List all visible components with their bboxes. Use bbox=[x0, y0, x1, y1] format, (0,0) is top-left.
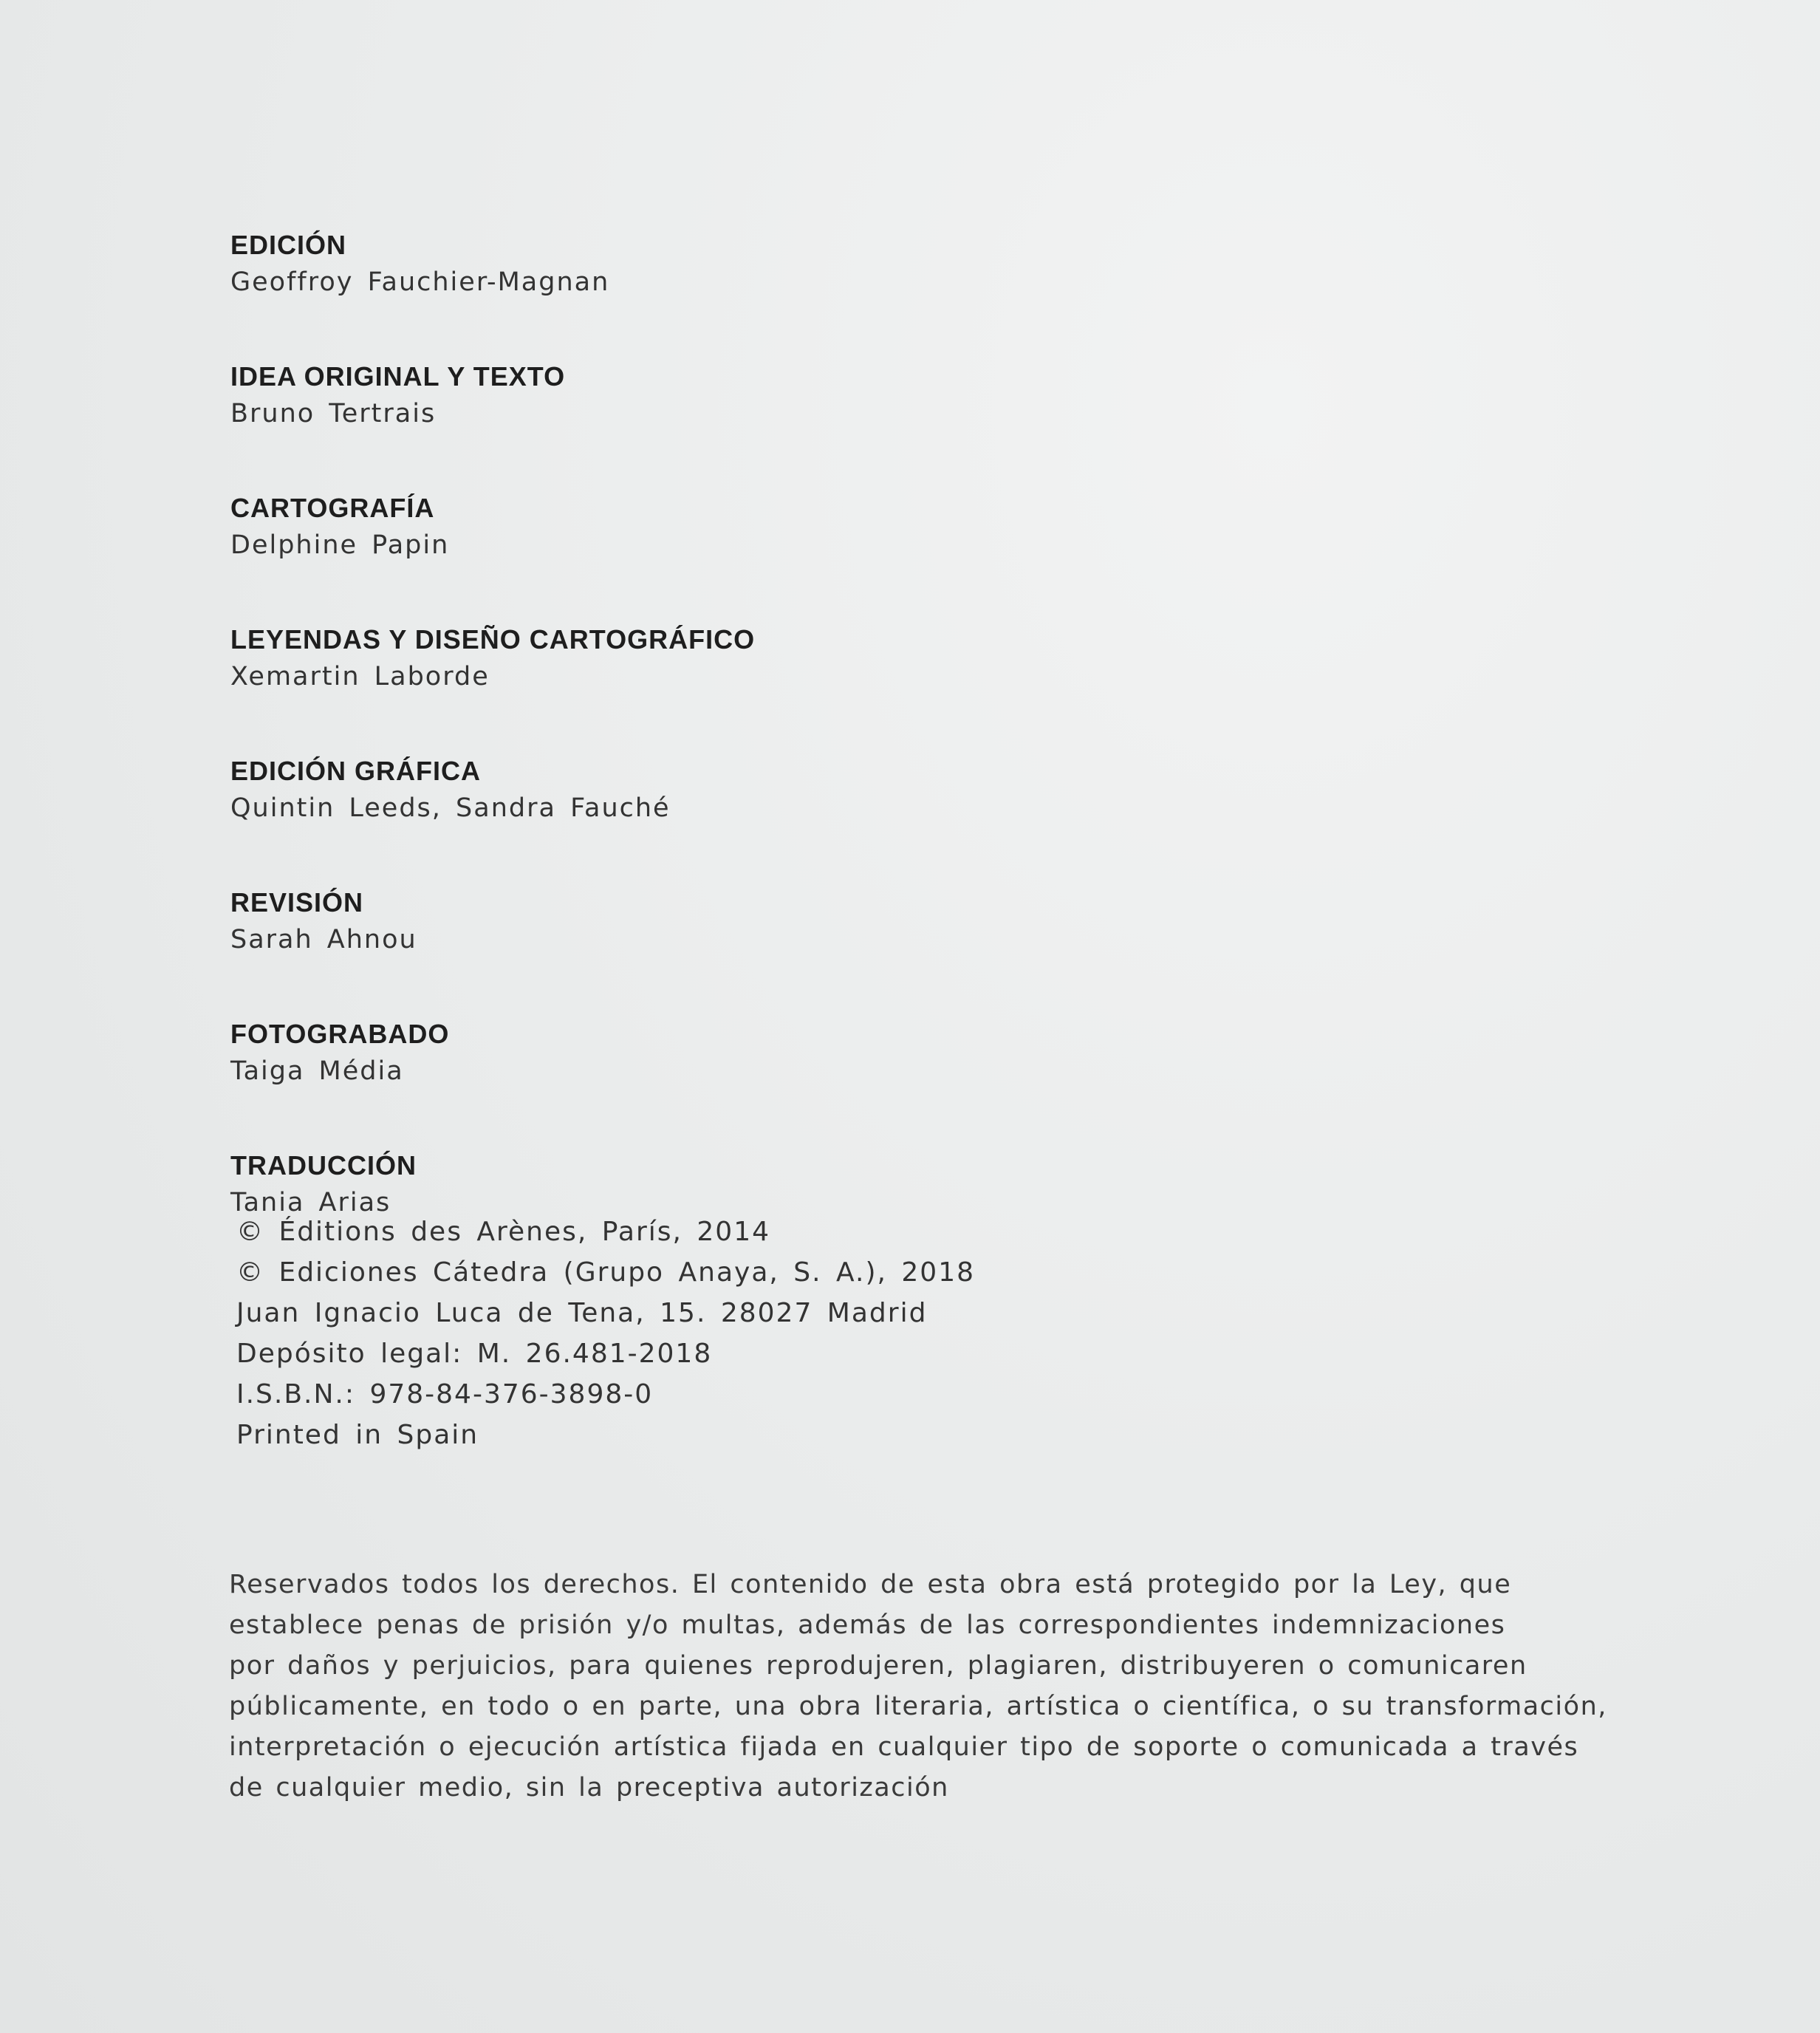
credit-name: Taiga Média bbox=[230, 1056, 404, 1086]
credit-name: Xemartin Laborde bbox=[230, 662, 490, 691]
credit-name: Sarah Ahnou bbox=[230, 925, 417, 954]
credit-role: TRADUCCIÓN bbox=[230, 1150, 417, 1180]
credit-block bbox=[230, 622, 1117, 696]
credit-block bbox=[230, 754, 1117, 827]
credit-block bbox=[230, 1016, 1117, 1090]
credit-role: LEYENDAS Y DISEÑO CARTOGRÁFICO bbox=[230, 624, 756, 655]
credit-name: Quintin Leeds, Sandra Fauché bbox=[230, 793, 671, 823]
credit-block bbox=[230, 228, 1117, 301]
printed-in: Printed in Spain bbox=[236, 1420, 479, 1450]
credit-block bbox=[230, 1148, 1117, 1222]
credit-block bbox=[230, 359, 1117, 433]
rights-notice bbox=[229, 1565, 1607, 1808]
credit-name: Delphine Papin bbox=[230, 530, 450, 560]
credit-role: CARTOGRAFÍA bbox=[230, 493, 435, 523]
legal-deposit: Depósito legal: M. 26.481-2018 bbox=[236, 1339, 713, 1369]
rights-line: por daños y perjuicios, para quienes reprodujeren, plagiaren, distribuyeren o comunicaren bbox=[229, 1651, 1528, 1681]
publication-info bbox=[236, 1212, 1123, 1455]
credit-name: Tania Arias bbox=[230, 1188, 391, 1217]
credit-block bbox=[230, 491, 1117, 564]
rights-line: de cualquier medio, sin la preceptiva autorización bbox=[229, 1773, 949, 1803]
copyright-line: © Ediciones Cátedra (Grupo Anaya, S. A.), 2018 bbox=[236, 1257, 976, 1288]
credits-list bbox=[230, 228, 1117, 1279]
credit-role: FOTOGRABADO bbox=[230, 1019, 450, 1049]
credit-name: Geoffroy Fauchier-Magnan bbox=[230, 267, 610, 297]
publisher-address: Juan Ignacio Luca de Tena, 15. 28027 Madrid bbox=[236, 1298, 928, 1328]
credit-block bbox=[230, 885, 1117, 959]
credit-role: IDEA ORIGINAL Y TEXTO bbox=[230, 361, 566, 392]
credit-name: Bruno Tertrais bbox=[230, 399, 437, 428]
rights-line: Reservados todos los derechos. El contenido de esta obra está protegido por la Ley, que bbox=[229, 1570, 1512, 1599]
copyright-line: © Éditions des Arènes, París, 2014 bbox=[236, 1217, 771, 1247]
rights-line: públicamente, en todo o en parte, una obra literaria, artística o científica, o su transformación, bbox=[229, 1692, 1607, 1721]
credit-role: REVISIÓN bbox=[230, 887, 364, 918]
rights-line: interpretación o ejecución artística fijada en cualquier tipo de soporte o comunicada a través bbox=[229, 1732, 1579, 1762]
credit-role: EDICIÓN bbox=[230, 230, 347, 260]
credit-role: EDICIÓN GRÁFICA bbox=[230, 756, 481, 786]
isbn: I.S.B.N.: 978-84-376-3898-0 bbox=[236, 1379, 654, 1410]
rights-line: establece penas de prisión y/o multas, además de las correspondientes indemnizaciones bbox=[229, 1610, 1506, 1640]
